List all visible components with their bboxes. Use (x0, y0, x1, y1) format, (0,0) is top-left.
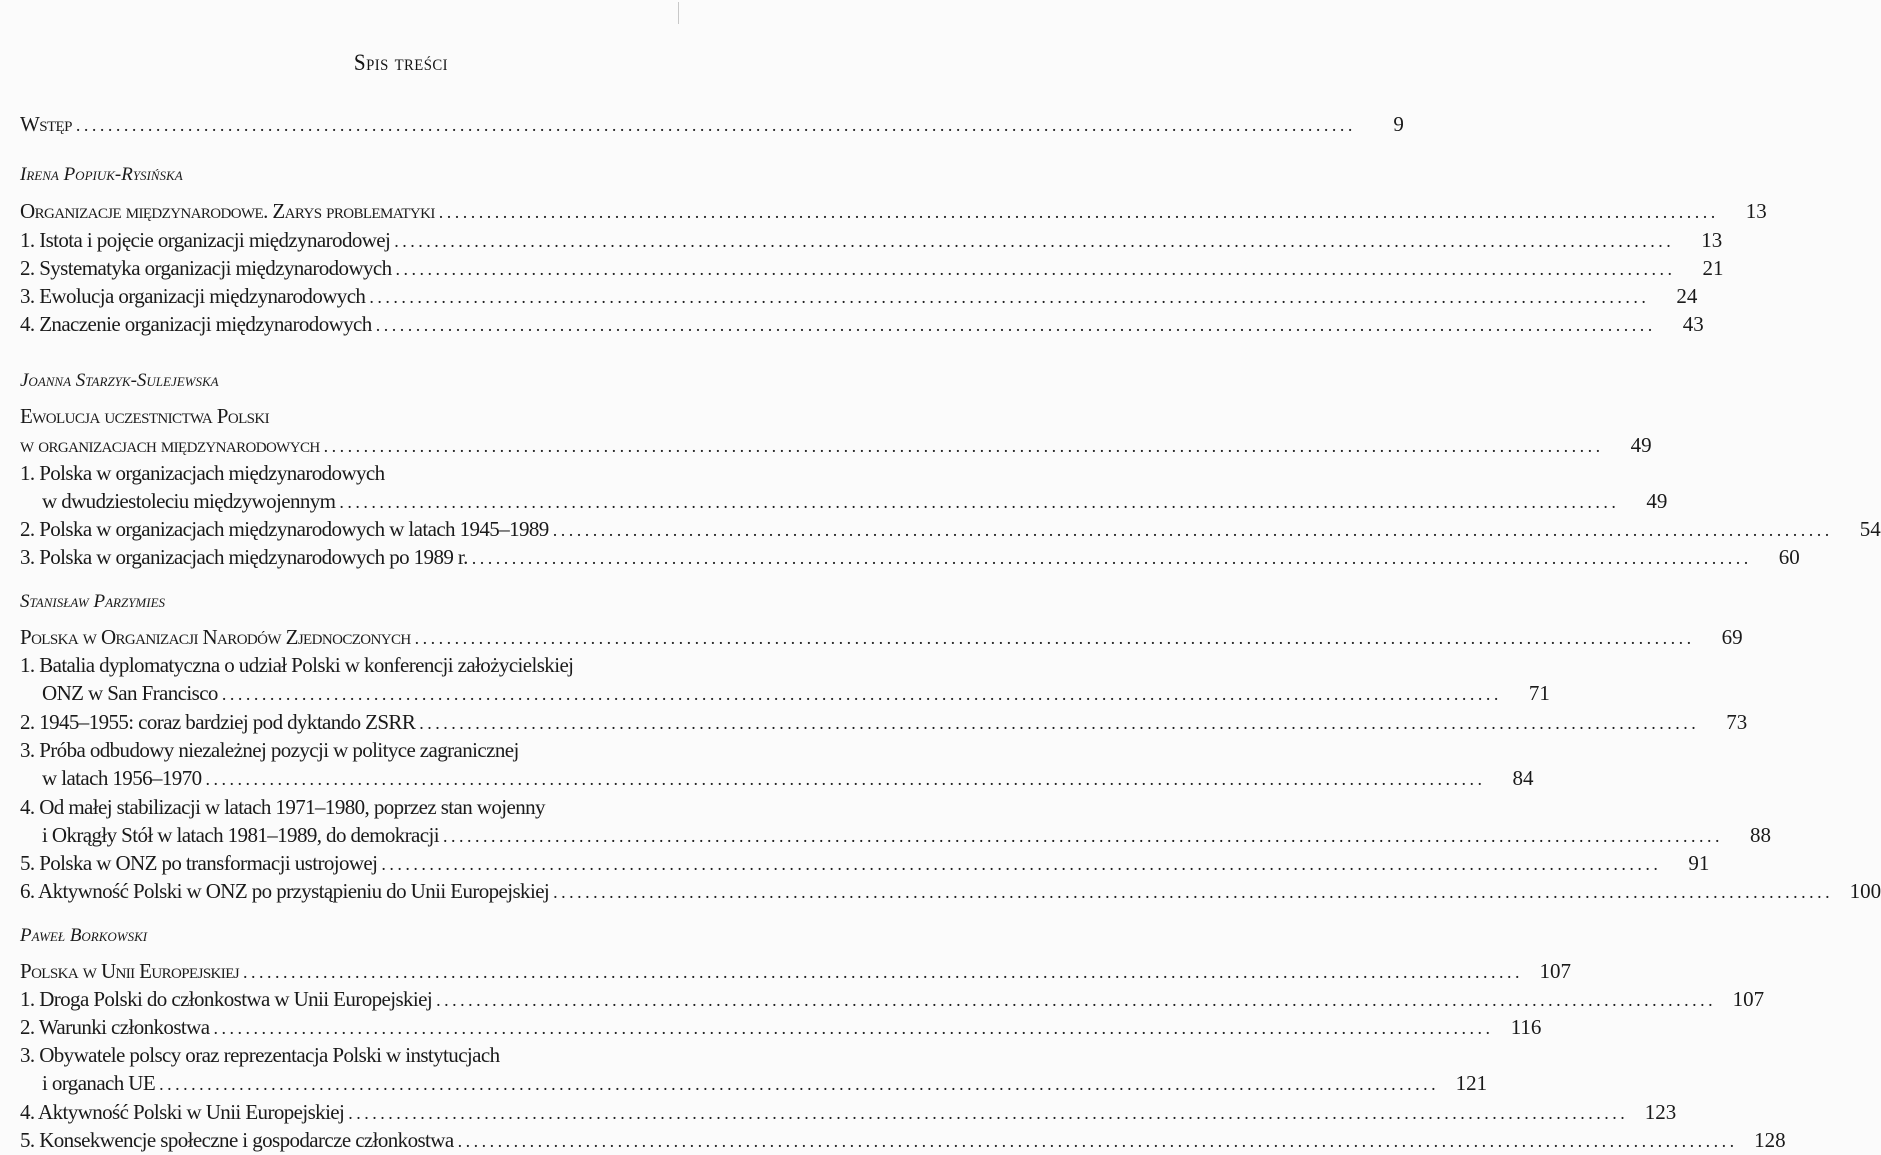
entry-label: 4. Aktywność Polski w Unii Europejskiej (20, 1100, 345, 1124)
dot-leader: ................................................................................................................................................................ (395, 259, 1676, 279)
toc-entry[interactable] (20, 1069, 1488, 1097)
section-author: Joanna Starzyk-Sulejewska (20, 370, 219, 391)
dot-leader: ................................................................................................................................................................ (442, 826, 1723, 846)
entry-label: 2. 1945–1955: coraz bardziej pod dyktando ZSRR (20, 710, 416, 734)
toc-entry[interactable] (20, 254, 1724, 282)
page-number: 60 (1778, 545, 1800, 569)
toc-entry[interactable] (20, 708, 1748, 736)
dot-leader: ................................................................................................................................................................ (438, 202, 1719, 222)
toc-entry[interactable] (20, 985, 1765, 1013)
page-number: 107 (1732, 987, 1765, 1011)
page-number: 121 (1455, 1071, 1488, 1095)
dot-leader: ................................................................................................................................................................ (75, 115, 1356, 135)
dot-leader: ................................................................................................................................................................ (159, 1074, 1440, 1094)
entry-label: Polska w Organizacji Narodów Zjednoczonych (20, 625, 411, 649)
entry-label: Polska w Unii Europejskiej (20, 959, 239, 983)
dot-leader: ................................................................................................................................................................ (394, 231, 1675, 251)
page-number: 84 (1512, 766, 1534, 790)
page-number: 21 (1702, 256, 1724, 280)
dot-leader: ................................................................................................................................................................ (369, 287, 1650, 307)
toc-entry-intro[interactable] (20, 110, 1404, 138)
dot-leader: ................................................................................................................................................................ (221, 684, 1502, 704)
toc-entry-line: 3. Próba odbudowy niezależnej pozycji w polityce zagranicznej (20, 738, 519, 762)
toc-entry[interactable] (20, 487, 1668, 515)
toc-entry[interactable] (20, 764, 1534, 792)
entry-label: i Okrągły Stół w latach 1981–1989, do demokracji (42, 823, 439, 847)
entry-label: i organach UE (42, 1071, 156, 1095)
entry-label: 4. Znaczenie organizacji międzynarodowych (20, 312, 372, 336)
section-author: Irena Popiuk-Rysińska (20, 164, 183, 185)
entry-label: 1. Istota i pojęcie organizacji międzynarodowej (20, 228, 391, 252)
dot-leader: ................................................................................................................................................................ (323, 436, 1604, 456)
section-heading[interactable] (20, 197, 1767, 225)
page-number: 73 (1726, 710, 1748, 734)
toc-entry[interactable] (20, 821, 1771, 849)
toc-entry[interactable] (20, 849, 1710, 877)
entry-label: w organizacjach międzynarodowych (20, 433, 320, 457)
page-number: 107 (1539, 959, 1571, 983)
toc-entry[interactable] (20, 1126, 1786, 1154)
page-number: 9 (1393, 112, 1404, 136)
entry-label: 5. Konsekwencje społeczne i gospodarcze członkostwa (20, 1128, 454, 1152)
entry-label: Wstęp (20, 112, 72, 136)
page-number: 49 (1630, 433, 1652, 457)
dot-leader: ................................................................................................................................................................ (414, 628, 1695, 648)
toc-entry-line: 1. Batalia dyplomatyczna o udział Polski w konferencji założycielskiej (20, 653, 574, 677)
section-author: Stanisław Parzymies (20, 591, 166, 612)
toc-entry[interactable] (20, 310, 1704, 338)
entry-label: 2. Systematyka organizacji międzynarodowych (20, 256, 392, 280)
toc-entry[interactable] (20, 1098, 1677, 1126)
entry-label: 3. Ewolucja organizacji międzynarodowych (20, 284, 366, 308)
section-heading[interactable] (20, 957, 1571, 985)
entry-label: 1. Droga Polski do członkostwa w Unii Europejskiej (20, 987, 433, 1011)
dot-leader: ................................................................................................................................................................ (436, 990, 1717, 1010)
section-heading-line: Ewolucja uczestnictwa Polski (20, 404, 270, 428)
scan-mark (678, 2, 679, 24)
toc-entry[interactable] (20, 226, 1723, 254)
dot-leader: ................................................................................................................................................................ (553, 882, 1834, 902)
section-heading[interactable] (20, 431, 1652, 459)
toc-entry[interactable] (20, 1013, 1542, 1041)
toc-entry-line: 4. Od małej stabilizacji w latach 1971–1980, poprzez stan wojenny (20, 795, 545, 819)
page-number: 128 (1754, 1128, 1786, 1152)
dot-leader: ................................................................................................................................................................ (213, 1018, 1494, 1038)
entry-label: w dwudziestoleciu międzywojennym (42, 489, 336, 513)
entry-label: 3. Polska w organizacjach międzynarodowych po 1989 r. (20, 545, 468, 569)
toc-entry[interactable] (20, 282, 1698, 310)
page-number: 24 (1676, 284, 1698, 308)
page-number: 88 (1749, 823, 1771, 847)
dot-leader: ................................................................................................................................................................ (457, 1131, 1738, 1151)
dot-leader: ................................................................................................................................................................ (205, 769, 1486, 789)
toc-entry[interactable] (20, 679, 1550, 707)
page-number: 54 (1859, 517, 1881, 541)
dot-leader: ................................................................................................................................................................ (339, 492, 1620, 512)
dot-leader: ................................................................................................................................................................ (381, 854, 1662, 874)
dot-leader: ................................................................................................................................................................ (552, 520, 1833, 540)
page-number: 49 (1646, 489, 1668, 513)
toc-entry-line: 1. Polska w organizacjach międzynarodowych (20, 461, 385, 485)
dot-leader: ................................................................................................................................................................ (243, 962, 1523, 982)
toc-entry[interactable] (20, 515, 1881, 543)
page-number: 116 (1510, 1015, 1542, 1039)
entry-label: Organizacje międzynarodowe. Zarys problematyki (20, 199, 435, 223)
page-title: Spis treści (353, 50, 449, 75)
entry-label: 2. Warunki członkostwa (20, 1015, 210, 1039)
dot-leader: ................................................................................................................................................................ (348, 1103, 1629, 1123)
page-number: 91 (1688, 851, 1710, 875)
page-number: 69 (1721, 625, 1743, 649)
dot-leader: ................................................................................................................................................................ (375, 315, 1656, 335)
entry-label: 5. Polska w ONZ po transformacji ustrojowej (20, 851, 378, 875)
page-number: 13 (1701, 228, 1723, 252)
dot-leader: ................................................................................................................................................................ (471, 548, 1752, 568)
entry-label: ONZ w San Francisco (42, 681, 218, 705)
toc-entry[interactable] (20, 877, 1881, 905)
page-number: 71 (1528, 681, 1550, 705)
page-number: 43 (1682, 312, 1704, 336)
toc-entry-line: 3. Obywatele polscy oraz reprezentacja Polski w instytucjach (20, 1043, 500, 1067)
page-number: 123 (1644, 1100, 1677, 1124)
page-number: 13 (1745, 199, 1767, 223)
entry-label: 6. Aktywność Polski w ONZ po przystąpieniu do Unii Europejskiej (20, 879, 550, 903)
entry-label: 2. Polska w organizacjach międzynarodowych w latach 1945–1989 (20, 517, 549, 541)
section-heading[interactable] (20, 623, 1743, 651)
page-number: 100 (1849, 879, 1881, 903)
entry-label: w latach 1956–1970 (42, 766, 202, 790)
section-author: Paweł Borkowski (20, 925, 148, 946)
toc-entry[interactable] (20, 543, 1800, 571)
dot-leader: ................................................................................................................................................................ (419, 713, 1700, 733)
